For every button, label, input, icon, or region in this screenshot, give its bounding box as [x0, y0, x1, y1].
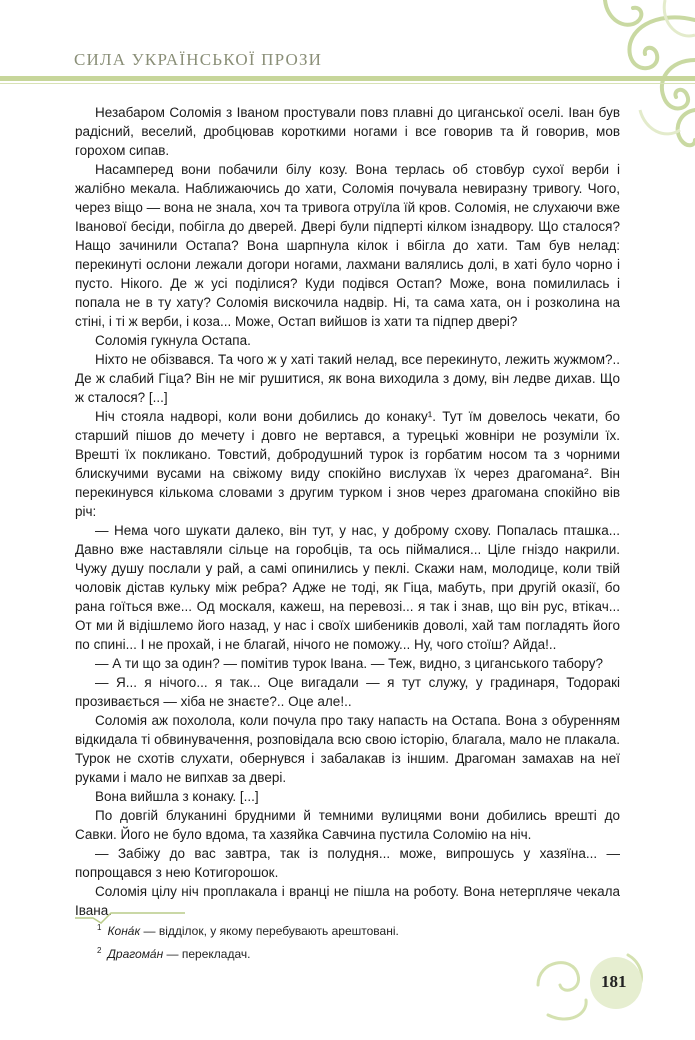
paragraph: По довгій блуканині брудними й темними вулицями вони добились врешті до Савки. Його не було вдома, та хазяйка Савчина пустила Соломію на ніч. [75, 808, 620, 842]
footnote-term: Кона́к [107, 924, 141, 938]
paragraph: Ніхто не обізвався. Та чого ж у хаті такий нелад, все перекинуто, лежить жужмом?.. Де ж слабий Гіца? Він не міг рушитися, як вона виходила з дому, він ледве дихав. Що ж сталося? [...] [75, 352, 620, 405]
page-number-ornament [528, 945, 648, 1025]
footnote-mark: 1 [97, 923, 102, 932]
paragraph: — Я... я нічого... я так... Оце вигадали — я тут служу, у градинаря, Тодоракі прозивається — хіба не знаєте?.. Оце але!.. [75, 675, 620, 709]
footnote-mark: 2 [97, 946, 102, 955]
footnote-definition: — перекладач. [163, 947, 251, 961]
paragraph: Соломія цілу ніч проплакала і вранці не пішла на роботу. Вона нетерпляче чекала Івана. [75, 884, 620, 918]
footnote-term: Драгома́н [107, 947, 164, 961]
paragraph: Соломія гукнула Остапа. [95, 333, 251, 348]
page-number: 181 [601, 972, 627, 991]
header-divider-thin [0, 83, 695, 84]
paragraph: Незабаром Соломія з Іваном простували повз плавні до циганської оселі. Іван був радісний, веселий, дробцював короткими ногами і все говорив та й говорив, мов горохом сипав. [75, 105, 620, 158]
paragraph: — А ти що за один? — помітив турок Івана. — Теж, видно, з циганського табору? [95, 656, 603, 671]
story-text [75, 103, 620, 920]
footnote-1 [75, 918, 620, 941]
paragraph: — Нема чого шукати далеко, він тут, у нас, у доброму схову. Попалась пташка... Давно вже наставляли сільце на горобців, та ось піймалися... Ціле гніздо накрили. Чужу душу послали у рай, а самі опинились у пеклі. Скажи нам, молодице, коли твій чоловік дістав кульку між ребра? Адже не тоді, як Гіца, мабуть, при другій оказії, бо рана гоїться вже... Од москаля, кажеш, на перевозі... я так і знав, що він рус, втікач... От ми й відішлемо його назад, у нас і своїх шибеників доволі, хай там погладять його по спині... І не прохай, і не благай, нічого не поможу... Ну, чого стоїш? Айда!.. [75, 523, 620, 652]
paragraph: Соломія аж похолола, коли почула про таку напасть на Остапа. Вона з обуренням відкидала ті обвинувачення, розповідала всю свою історію, благала, мало не плакала. Турок не схотів слухати, обернувся і забалакав із іншим. Драгоман замахав на неї руками і мало не випхав за двері. [75, 713, 620, 785]
running-header-title: СИЛА УКРАЇНСЬКОЇ ПРОЗИ [74, 50, 323, 69]
header-divider [0, 76, 695, 81]
paragraph: — Забіжу до вас завтра, так із полудня... може, випрошусь у хазяїна... — попрощався з нею Котигорошок. [75, 846, 620, 880]
paragraph: Ніч стояла надворі, коли вони добились до конаку¹. Тут їм довелось чекати, бо старший пішов до мечету і довго не вертався, а турецькі жовніри не розуміли їх. Врешті їх покликано. Товстий, добродушний турок із горбатим носом та з чорними блискучими вусами на свіжому виду спокійно вислухав їх через драгомана². Він перекинувся кількома словами з другим турком і знов через драгомана спокійно вів річ: [75, 409, 620, 519]
paragraph: Вона вийшла з конаку. [...] [95, 789, 259, 804]
footnote-definition: — відділок, у якому перебувають арештовані. [140, 924, 399, 938]
paragraph: Насамперед вони побачили білу козу. Вона терлась об стовбур сухої верби і жалібно мекала. Наближаючись до хати, Соломія почувала невиразну тривогу. Чого, через віщо — вона не знала, хоч та тривога отруїла їй кров. Соломія, не слухаючи вже Іванової бесіди, побігла до дверей. Двері були підперті кілком ізнадвору. Що сталося? Нащо зачинили Остапа? Вона шарпнула кілок і вбігла до хати. Там був нелад: перекинуті ослони лежали догори ногами, лахмани валялись долі, в хаті було чорно і пусто. Нікого. Де ж усі поділися? Куди подівся Остап? Може, вона помилилась і попала не в ту хату? Соломія вискочила надвір. Ні, та сама хата, он і розколина на стіні, і ті ж верби, і коза... Може, Остап вийшов із хати та підпер двері? [75, 162, 620, 329]
